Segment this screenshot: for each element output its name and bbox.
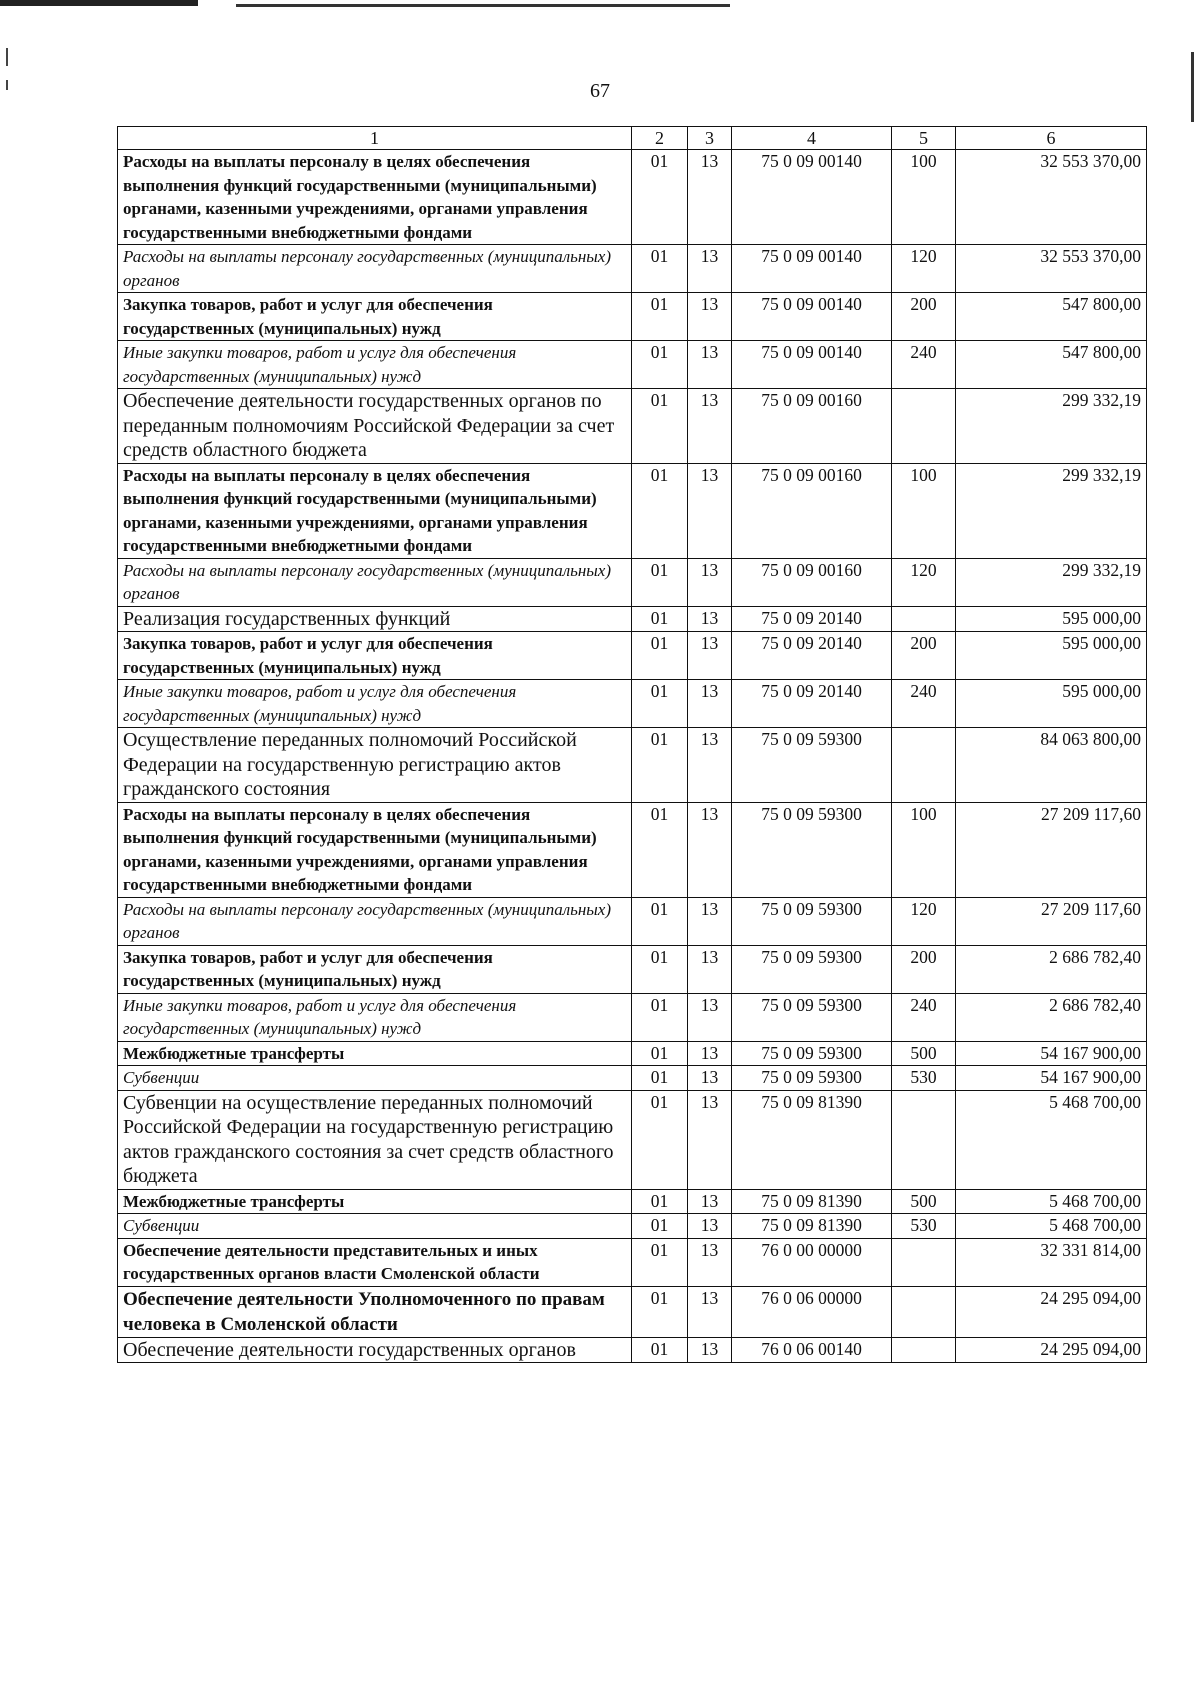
- row-target-article: 75 0 09 00160: [732, 389, 892, 464]
- row-target-article: 76 0 00 00000: [732, 1238, 892, 1286]
- row-section-code: 01: [632, 463, 688, 558]
- row-section-code: 01: [632, 1066, 688, 1091]
- row-expense-type: 100: [892, 463, 956, 558]
- row-name: Закупка товаров, работ и услуг для обеспечения государственных (муниципальных) нужд: [118, 293, 632, 341]
- table-row: [118, 150, 1147, 245]
- row-target-article: 75 0 09 00140: [732, 293, 892, 341]
- table-row: [118, 945, 1147, 993]
- column-number: 1: [118, 127, 632, 150]
- row-amount: 54 167 900,00: [956, 1066, 1147, 1091]
- row-target-article: 75 0 09 81390: [732, 1214, 892, 1239]
- row-target-article: 75 0 09 00140: [732, 150, 892, 245]
- column-number: 2: [632, 127, 688, 150]
- row-name: Субвенции: [118, 1214, 632, 1239]
- table-row: [118, 245, 1147, 293]
- row-section-code: 01: [632, 1041, 688, 1066]
- row-expense-type: 200: [892, 632, 956, 680]
- row-amount: 5 468 700,00: [956, 1090, 1147, 1189]
- row-subsection-code: 13: [688, 558, 732, 606]
- row-subsection-code: 13: [688, 945, 732, 993]
- row-amount: 27 209 117,60: [956, 802, 1147, 897]
- column-number-row: [118, 127, 1147, 150]
- row-amount: 32 331 814,00: [956, 1238, 1147, 1286]
- table-row: [118, 389, 1147, 464]
- row-subsection-code: 13: [688, 389, 732, 464]
- row-target-article: 75 0 09 20140: [732, 606, 892, 632]
- row-amount: 299 332,19: [956, 389, 1147, 464]
- row-expense-type: [892, 1286, 956, 1337]
- row-target-article: 75 0 09 81390: [732, 1189, 892, 1214]
- row-subsection-code: 13: [688, 1066, 732, 1091]
- scan-top-bar-left: [0, 0, 198, 6]
- row-expense-type: [892, 1238, 956, 1286]
- row-section-code: 01: [632, 1214, 688, 1239]
- row-expense-type: 240: [892, 680, 956, 728]
- row-section-code: 01: [632, 341, 688, 389]
- row-amount: 2 686 782,40: [956, 945, 1147, 993]
- row-section-code: 01: [632, 945, 688, 993]
- row-target-article: 75 0 09 59300: [732, 897, 892, 945]
- row-expense-type: 100: [892, 150, 956, 245]
- column-number: 3: [688, 127, 732, 150]
- row-target-article: 75 0 09 00160: [732, 463, 892, 558]
- row-expense-type: 530: [892, 1214, 956, 1239]
- row-name: Расходы на выплаты персоналу в целях обеспечения выполнения функций государственными (муниципальными) органами, казенными учреждениями, органами управления государственными внебюджетными фондами: [118, 463, 632, 558]
- row-amount: 5 468 700,00: [956, 1214, 1147, 1239]
- row-expense-type: 240: [892, 993, 956, 1041]
- row-expense-type: 500: [892, 1041, 956, 1066]
- row-target-article: 75 0 09 81390: [732, 1090, 892, 1189]
- row-subsection-code: 13: [688, 1041, 732, 1066]
- table-row: [118, 1041, 1147, 1066]
- row-amount: 32 553 370,00: [956, 150, 1147, 245]
- column-number: 5: [892, 127, 956, 150]
- row-expense-type: 240: [892, 341, 956, 389]
- table-row: [118, 1214, 1147, 1239]
- row-name: Расходы на выплаты персоналу в целях обеспечения выполнения функций государственными (муниципальными) органами, казенными учреждениями, органами управления государственными внебюджетными фондами: [118, 150, 632, 245]
- row-amount: 84 063 800,00: [956, 728, 1147, 803]
- budget-table-body: [118, 127, 1147, 1363]
- row-name: Межбюджетные трансферты: [118, 1041, 632, 1066]
- row-amount: 595 000,00: [956, 680, 1147, 728]
- row-expense-type: [892, 1090, 956, 1189]
- table-row: [118, 606, 1147, 632]
- row-target-article: 75 0 09 20140: [732, 680, 892, 728]
- row-subsection-code: 13: [688, 728, 732, 803]
- row-section-code: 01: [632, 802, 688, 897]
- row-target-article: 76 0 06 00140: [732, 1337, 892, 1363]
- row-amount: 27 209 117,60: [956, 897, 1147, 945]
- row-name: Расходы на выплаты персоналу государственных (муниципальных) органов: [118, 558, 632, 606]
- table-row: [118, 1189, 1147, 1214]
- row-name: Расходы на выплаты персоналу в целях обеспечения выполнения функций государственными (муниципальными) органами, казенными учреждениями, органами управления государственными внебюджетными фондами: [118, 802, 632, 897]
- row-amount: 595 000,00: [956, 632, 1147, 680]
- row-amount: 2 686 782,40: [956, 993, 1147, 1041]
- row-expense-type: [892, 1337, 956, 1363]
- row-section-code: 01: [632, 1090, 688, 1189]
- column-number: 6: [956, 127, 1147, 150]
- row-section-code: 01: [632, 389, 688, 464]
- row-name: Обеспечение деятельности государственных органов по переданным полномочиям Российской Федерации за счет средств областного бюджета: [118, 389, 632, 464]
- row-name: Субвенции на осуществление переданных полномочий Российской Федерации на государственную регистрацию актов гражданского состояния за счет средств областного бюджета: [118, 1090, 632, 1189]
- row-expense-type: 200: [892, 945, 956, 993]
- row-subsection-code: 13: [688, 632, 732, 680]
- row-amount: 547 800,00: [956, 293, 1147, 341]
- row-section-code: 01: [632, 150, 688, 245]
- page-number: 67: [590, 80, 610, 102]
- table-row: [118, 1090, 1147, 1189]
- row-amount: 547 800,00: [956, 341, 1147, 389]
- row-expense-type: [892, 389, 956, 464]
- row-expense-type: 120: [892, 245, 956, 293]
- column-number: 4: [732, 127, 892, 150]
- table-row: [118, 463, 1147, 558]
- row-subsection-code: 13: [688, 1090, 732, 1189]
- row-name: Расходы на выплаты персоналу государственных (муниципальных) органов: [118, 245, 632, 293]
- row-section-code: 01: [632, 1286, 688, 1337]
- row-name: Субвенции: [118, 1066, 632, 1091]
- row-subsection-code: 13: [688, 245, 732, 293]
- row-amount: 24 295 094,00: [956, 1286, 1147, 1337]
- table-row: [118, 1238, 1147, 1286]
- row-section-code: 01: [632, 728, 688, 803]
- row-target-article: 75 0 09 20140: [732, 632, 892, 680]
- row-target-article: 75 0 09 59300: [732, 993, 892, 1041]
- row-name: Иные закупки товаров, работ и услуг для обеспечения государственных (муниципальных) нужд: [118, 341, 632, 389]
- table-row: [118, 680, 1147, 728]
- row-target-article: 75 0 09 59300: [732, 1066, 892, 1091]
- row-target-article: 75 0 09 59300: [732, 728, 892, 803]
- row-section-code: 01: [632, 245, 688, 293]
- row-name: Осуществление переданных полномочий Российской Федерации на государственную регистрацию актов гражданского состояния: [118, 728, 632, 803]
- row-section-code: 01: [632, 293, 688, 341]
- table-row: [118, 728, 1147, 803]
- row-name: Иные закупки товаров, работ и услуг для обеспечения государственных (муниципальных) нужд: [118, 993, 632, 1041]
- row-amount: 24 295 094,00: [956, 1337, 1147, 1363]
- row-amount: 299 332,19: [956, 558, 1147, 606]
- row-subsection-code: 13: [688, 802, 732, 897]
- scan-top-bar-right: [236, 4, 730, 7]
- row-subsection-code: 13: [688, 1286, 732, 1337]
- table-row: [118, 632, 1147, 680]
- table-row: [118, 993, 1147, 1041]
- row-subsection-code: 13: [688, 606, 732, 632]
- table-row: [118, 341, 1147, 389]
- row-expense-type: 500: [892, 1189, 956, 1214]
- table-row: [118, 1286, 1147, 1337]
- table-row: [118, 1337, 1147, 1363]
- row-name: Обеспечение деятельности представительных и иных государственных органов власти Смоленской области: [118, 1238, 632, 1286]
- row-section-code: 01: [632, 680, 688, 728]
- row-subsection-code: 13: [688, 993, 732, 1041]
- row-subsection-code: 13: [688, 150, 732, 245]
- row-subsection-code: 13: [688, 680, 732, 728]
- row-name: Закупка товаров, работ и услуг для обеспечения государственных (муниципальных) нужд: [118, 945, 632, 993]
- row-section-code: 01: [632, 1337, 688, 1363]
- row-subsection-code: 13: [688, 1189, 732, 1214]
- row-target-article: 75 0 09 59300: [732, 802, 892, 897]
- row-section-code: 01: [632, 897, 688, 945]
- table-row: [118, 802, 1147, 897]
- row-expense-type: 120: [892, 897, 956, 945]
- row-expense-type: [892, 606, 956, 632]
- row-target-article: 75 0 09 00140: [732, 341, 892, 389]
- row-amount: 299 332,19: [956, 463, 1147, 558]
- table-row: [118, 558, 1147, 606]
- row-subsection-code: 13: [688, 1214, 732, 1239]
- row-name: Расходы на выплаты персоналу государственных (муниципальных) органов: [118, 897, 632, 945]
- row-target-article: 75 0 09 00140: [732, 245, 892, 293]
- row-section-code: 01: [632, 1189, 688, 1214]
- row-subsection-code: 13: [688, 897, 732, 945]
- row-name: Закупка товаров, работ и услуг для обеспечения государственных (муниципальных) нужд: [118, 632, 632, 680]
- row-subsection-code: 13: [688, 293, 732, 341]
- row-name: Обеспечение деятельности государственных органов: [118, 1337, 632, 1363]
- row-name: Межбюджетные трансферты: [118, 1189, 632, 1214]
- row-target-article: 75 0 09 59300: [732, 945, 892, 993]
- scan-margin-mark: [6, 48, 8, 66]
- row-target-article: 75 0 09 00160: [732, 558, 892, 606]
- row-section-code: 01: [632, 993, 688, 1041]
- row-subsection-code: 13: [688, 1238, 732, 1286]
- table-row: [118, 293, 1147, 341]
- row-section-code: 01: [632, 558, 688, 606]
- row-subsection-code: 13: [688, 463, 732, 558]
- row-target-article: 75 0 09 59300: [732, 1041, 892, 1066]
- row-name: Реализация государственных функций: [118, 606, 632, 632]
- row-expense-type: 100: [892, 802, 956, 897]
- row-subsection-code: 13: [688, 1337, 732, 1363]
- table-row: [118, 1066, 1147, 1091]
- row-name: Иные закупки товаров, работ и услуг для обеспечения государственных (муниципальных) нужд: [118, 680, 632, 728]
- row-expense-type: 120: [892, 558, 956, 606]
- budget-table: [117, 126, 1147, 1363]
- row-expense-type: 530: [892, 1066, 956, 1091]
- row-amount: 5 468 700,00: [956, 1189, 1147, 1214]
- row-expense-type: 200: [892, 293, 956, 341]
- row-amount: 595 000,00: [956, 606, 1147, 632]
- row-expense-type: [892, 728, 956, 803]
- row-name: Обеспечение деятельности Уполномоченного по правам человека в Смоленской области: [118, 1286, 632, 1337]
- row-section-code: 01: [632, 632, 688, 680]
- row-amount: 54 167 900,00: [956, 1041, 1147, 1066]
- row-target-article: 76 0 06 00000: [732, 1286, 892, 1337]
- row-section-code: 01: [632, 1238, 688, 1286]
- row-amount: 32 553 370,00: [956, 245, 1147, 293]
- row-subsection-code: 13: [688, 341, 732, 389]
- row-section-code: 01: [632, 606, 688, 632]
- table-row: [118, 897, 1147, 945]
